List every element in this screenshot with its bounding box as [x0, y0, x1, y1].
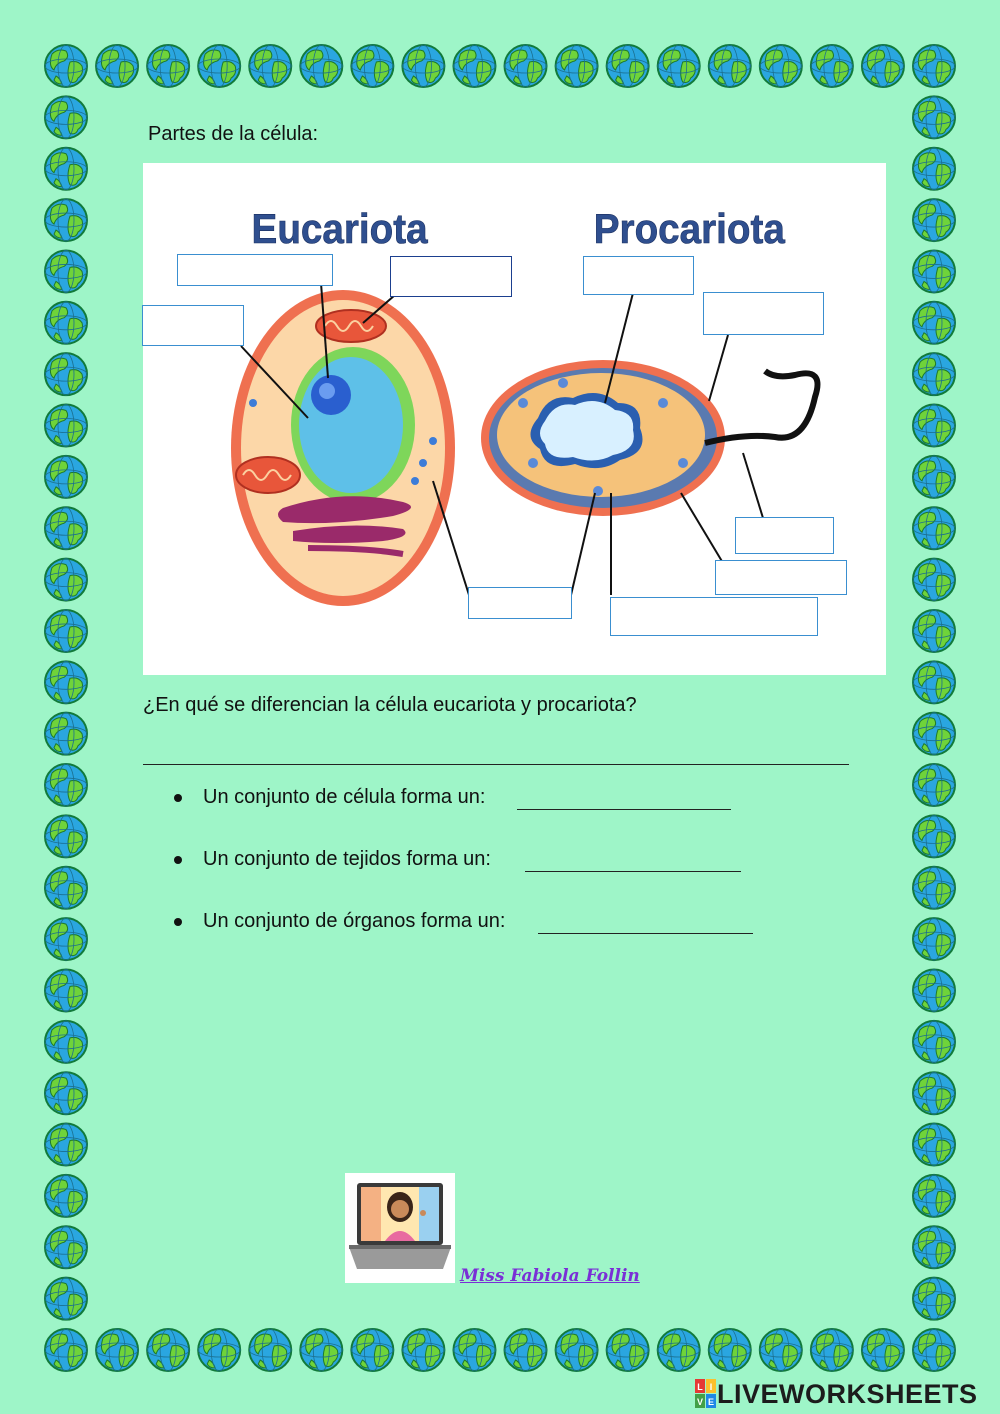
globe-icon	[913, 1021, 955, 1063]
globe-icon	[45, 969, 87, 1011]
globe-icon	[45, 1072, 87, 1114]
logo-badge-letter: E	[707, 1397, 715, 1407]
logo-badge-letter: V	[696, 1397, 704, 1407]
globe-icon	[913, 713, 955, 755]
globe-icon	[45, 610, 87, 652]
globe-icon	[913, 45, 955, 87]
label-box-3[interactable]	[142, 305, 244, 346]
globe-icon	[45, 1175, 87, 1217]
globe-icon	[45, 867, 87, 909]
globe-icon	[658, 45, 700, 87]
globe-icon	[913, 1175, 955, 1217]
laptop-avatar-icon	[345, 1173, 455, 1283]
globe-icon	[45, 661, 87, 703]
globe-icon	[45, 148, 87, 190]
globe-icon	[96, 1329, 138, 1371]
globe-icon	[913, 969, 955, 1011]
globe-icon	[45, 1124, 87, 1166]
label-box-6[interactable]	[735, 517, 834, 554]
globe-icon	[45, 1329, 87, 1371]
globe-icon	[862, 45, 904, 87]
statement-2: Un conjunto de tejidos forma un:	[203, 848, 491, 870]
answer-blank-2[interactable]	[525, 847, 741, 872]
globe-icon	[913, 1124, 955, 1166]
question-answer-line[interactable]	[143, 740, 849, 765]
globe-icon	[453, 1329, 495, 1371]
globe-icon	[45, 507, 87, 549]
globe-icon	[45, 1021, 87, 1063]
globe-icon	[198, 1329, 240, 1371]
globe-icon	[913, 199, 955, 241]
globe-icon	[351, 45, 393, 87]
author-link[interactable]: Miss Fabiola Follin	[460, 1266, 640, 1286]
logo-badge-letter: L	[697, 1382, 703, 1392]
prokaryote-heading: Procariota	[593, 204, 785, 253]
globe-icon	[913, 1226, 955, 1268]
globe-icon	[913, 250, 955, 292]
globe-icon	[607, 1329, 649, 1371]
label-box-2[interactable]	[390, 256, 512, 297]
globe-icon	[913, 559, 955, 601]
logo-badge-icon	[695, 1379, 717, 1409]
globe-icon	[505, 45, 547, 87]
globe-icon	[556, 1329, 598, 1371]
globe-icon	[913, 1278, 955, 1320]
globe-icon	[760, 45, 802, 87]
logo-text: LIVEWORKSHEETS	[717, 1378, 978, 1409]
globe-icon	[913, 661, 955, 703]
globe-icon	[249, 1329, 291, 1371]
label-box-9[interactable]	[610, 597, 818, 636]
globe-icon	[147, 45, 189, 87]
globe-icon	[811, 45, 853, 87]
globe-icon	[45, 353, 87, 395]
globe-icon	[45, 815, 87, 857]
globe-icon	[96, 45, 138, 87]
globe-icon	[300, 1329, 342, 1371]
globe-icon	[556, 45, 598, 87]
globe-icon	[45, 1278, 87, 1320]
globe-icon	[147, 1329, 189, 1371]
logo-badge-letter: I	[709, 1382, 713, 1392]
globe-icon	[351, 1329, 393, 1371]
globe-icon	[709, 1329, 751, 1371]
bullet-1	[174, 794, 182, 802]
globe-icon	[913, 867, 955, 909]
globe-icon	[45, 918, 87, 960]
globe-icon	[862, 1329, 904, 1371]
globe-icon	[913, 815, 955, 857]
label-box-1[interactable]	[177, 254, 333, 286]
globe-icon	[913, 764, 955, 806]
globe-icon	[45, 45, 87, 87]
globe-icon	[811, 1329, 853, 1371]
label-box-5[interactable]	[703, 292, 824, 335]
globe-icon	[913, 507, 955, 549]
globe-icon	[45, 405, 87, 447]
globe-icon	[45, 1226, 87, 1268]
globe-icon	[913, 918, 955, 960]
globe-icon	[249, 45, 291, 87]
eukaryotic-cell	[231, 290, 455, 606]
globe-icon	[913, 610, 955, 652]
answer-blank-1[interactable]	[517, 785, 731, 810]
globe-icon	[913, 405, 955, 447]
statement-1: Un conjunto de célula forma un:	[203, 786, 486, 808]
globe-icon	[453, 45, 495, 87]
eukaryote-heading: Eucariota	[251, 204, 428, 253]
statement-3: Un conjunto de órganos forma un:	[203, 910, 506, 932]
globe-icon	[45, 302, 87, 344]
globe-icon	[45, 96, 87, 138]
globe-icon	[402, 1329, 444, 1371]
question-text: ¿En qué se diferencian la célula eucariota y procariota?	[143, 694, 637, 716]
label-box-7[interactable]	[715, 560, 847, 595]
globe-icon	[760, 1329, 802, 1371]
bullet-3	[174, 918, 182, 926]
liveworksheets-logo[interactable]	[695, 1378, 978, 1410]
label-box-4[interactable]	[583, 256, 694, 295]
globe-icon	[300, 45, 342, 87]
globe-icon	[607, 45, 649, 87]
globe-icon	[658, 1329, 700, 1371]
globe-icon	[913, 1329, 955, 1371]
section-title: Partes de la célula:	[148, 123, 319, 145]
globe-icon	[198, 45, 240, 87]
globe-icon	[45, 559, 87, 601]
globe-icon	[45, 250, 87, 292]
globe-icon	[913, 456, 955, 498]
label-box-8[interactable]	[468, 587, 572, 619]
globe-icon	[402, 45, 444, 87]
globe-icon	[913, 302, 955, 344]
globe-icon	[45, 199, 87, 241]
globe-icon	[913, 148, 955, 190]
globe-icon	[45, 713, 87, 755]
globe-icon	[913, 1072, 955, 1114]
globe-icon	[45, 456, 87, 498]
globe-icon	[913, 353, 955, 395]
globe-icon	[709, 45, 751, 87]
prokaryotic-cell	[481, 360, 818, 516]
globe-icon	[913, 96, 955, 138]
globe-icon	[45, 764, 87, 806]
answer-blank-3[interactable]	[538, 909, 753, 934]
globe-icon	[505, 1329, 547, 1371]
bullet-2	[174, 856, 182, 864]
